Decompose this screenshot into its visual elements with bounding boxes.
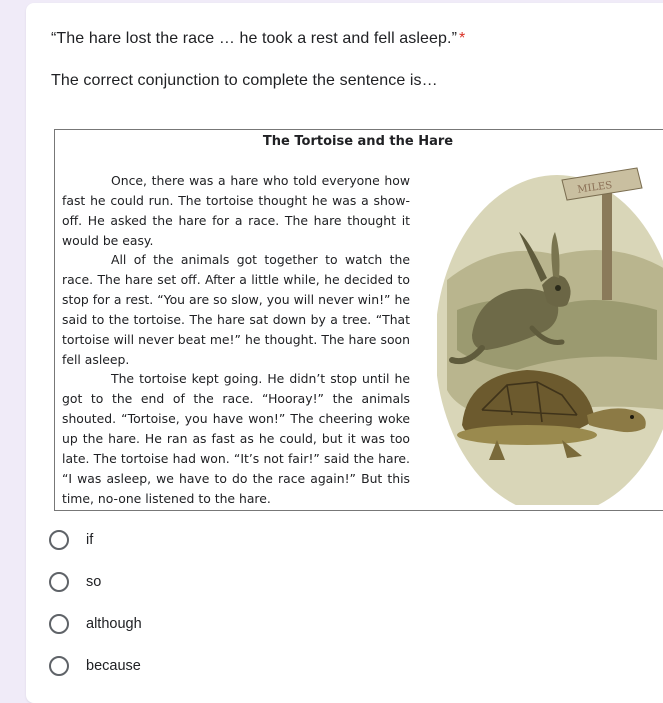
tortoise-eye xyxy=(630,415,634,419)
option-although[interactable] xyxy=(49,612,142,636)
option-label: although xyxy=(86,616,142,632)
question-title xyxy=(51,30,465,48)
story-title: The Tortoise and the Hare xyxy=(262,134,454,149)
option-because[interactable] xyxy=(49,654,141,678)
question-title-text: “The hare lost the race … he took a rest and fell asleep.” xyxy=(51,30,458,47)
radio-button[interactable] xyxy=(49,572,69,592)
tortoise-hare-illustration xyxy=(437,160,663,505)
hare-eye xyxy=(555,285,561,291)
option-so[interactable] xyxy=(49,570,101,594)
radio-button[interactable] xyxy=(49,530,69,550)
shell-rim xyxy=(457,425,597,445)
radio-button[interactable] xyxy=(49,614,69,634)
question-description: The correct conjunction to complete the sentence is… xyxy=(51,72,438,89)
option-if[interactable] xyxy=(49,528,93,552)
option-label: if xyxy=(86,532,94,548)
sign-text: MILES xyxy=(576,179,613,196)
story-paragraph-1: Once, there was a hare who told everyone how fast he could run. The tortoise thought he was a show-off. He asked the hare for a race. The hare thought it would be easy. xyxy=(62,173,410,248)
required-asterisk: * xyxy=(459,30,466,47)
story-paragraph-3: The tortoise kept going. He didn’t stop until he got to the end of the race. “Hooray!” the animals shouted. “Tortoise, you have won!” The cheering woke up the hare. He ran as fast as he could, but it was too late. The tortoise had won. “It’s not fair!” said the hare. “I was asleep, we have to do the race again!” But this time, no-one listened to the hare. xyxy=(62,371,410,506)
option-label: because xyxy=(86,658,141,674)
story-paragraph-2: All of the animals got together to watch the race. The hare set off. After a little while, he decided to stop for a rest. “You are so slow, you will never win!” he said to the tortoise. The hare sat down by a tree. “That tortoise will never beat me!” he thought. The hare soon fell asleep. xyxy=(62,252,410,367)
sign-post xyxy=(602,180,612,300)
option-label: so xyxy=(86,574,102,590)
story-text xyxy=(62,171,410,508)
story-panel xyxy=(54,129,663,511)
radio-button[interactable] xyxy=(49,656,69,676)
